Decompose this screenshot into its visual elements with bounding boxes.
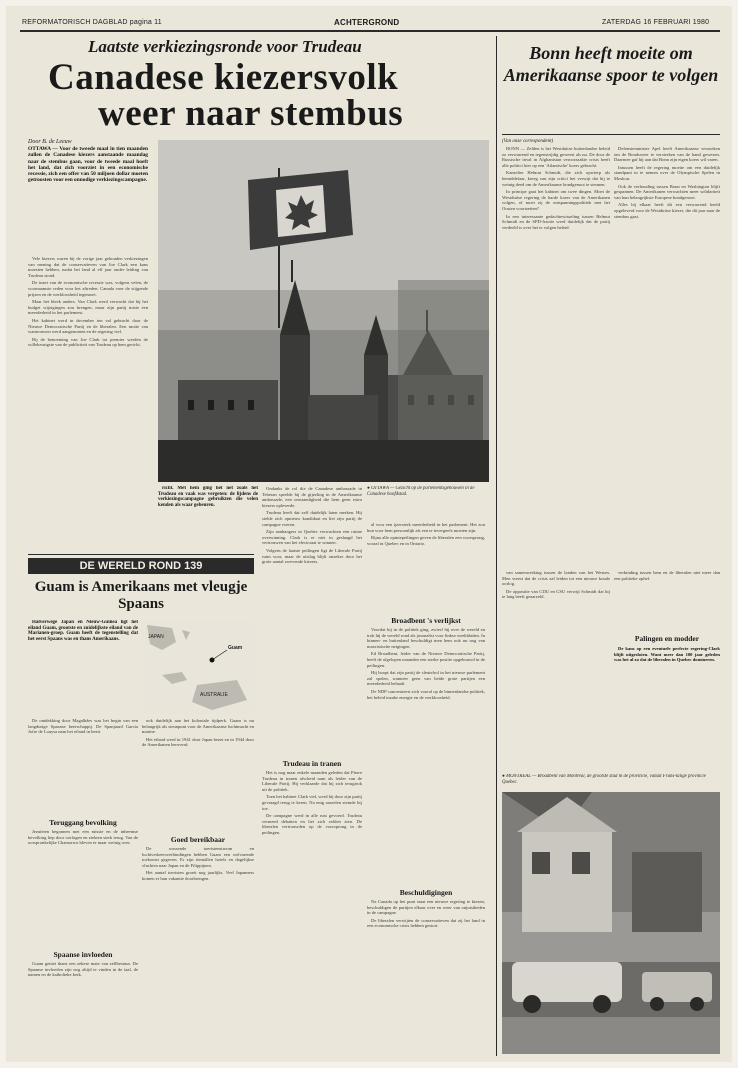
map-label-australia: AUSTRALIE <box>200 692 228 698</box>
bonn-col-1-text: BONN — Zelden is het Westduitse buitenlandse beleid zo verwarrend en tegenstrijdig geweest als nu. De door de Russische inval in Afghanistan veroorzaakte crisis heeft alle politici hier op een 'Atlantische' koers gebracht. Kanselier Helmut Schmidt, die zich opwierp als bemiddelaar, kreeg van zijn critici het verwijt dat hij te weinig deed om de Amerikaanse bondgenoot te steunen. In principe gaat het kabinet om twee dingen. Moet de Westduitse regering de harde koers van de Amerikanen volgen, of moet zij de ontspanningspolitiek met het Oosten voortzetten? In een interessante gedachtewisseling tussen Helmut Schmidt en de SPD-fractie werd duidelijk dat de partij verdeeld is over het te volgen beleid. <box>502 146 610 230</box>
main-col-2-text: Ondanks de rol die de Canadese ambassade in Teheran speelde bij de gijzeling in de Amerikaanse ambassade, een omstandigheid die hem geen extra kiezers opleverde. Trudeau heeft dat zelf duidelijk laten merken. Hij stelde zich opnieuw kandidaat en liet zijn partij de campagne voeren. Zijn aanhangers in Quebec verwachten een ruime overwinning. Clark is er niet in geslaagd het vertrouwen van het electoraat te winnen. Volgens de laatste peilingen ligt de Liberale Partij ruim voor, maar de uitslag blijft onzeker door het grote aantal zwevende kiezers. <box>262 486 362 565</box>
main-headline-1: Canadese kiezersvolk <box>48 57 399 98</box>
guam-col-1b-text: Jezuïeten begonnen met een missie en de inheemse bevolking liep door oorlogen en ziekten sterk terug. Van de oorspronkelijke Chamorros bleven er maar weinig over. <box>28 829 138 846</box>
subhead-broadbent: Broadbent 's verlijkst <box>391 616 461 625</box>
bonn-rule <box>502 134 720 135</box>
montreal-photo <box>502 792 720 1054</box>
bonn-headline: Bonn heeft moeite om Amerikaanse spoor te volgen <box>503 43 719 85</box>
main-col-3b-text: Voordat hij in de politiek ging, zwierf hij over de wereld en trok hij de wereld rond als journalist voor linkse weekbladen. In binnen- en buitenland beschuldigt men hem ook nu nog van marxistische neigingen. Ed Broadbent, leider van de Nieuwe Democratische Partij, heeft de afgelopen maanden een sterke positie opgebouwd in de peilingen. Hij hoopt dat zijn partij de sleutelrol in het nieuwe parlement zal spelen, wanneer geen van beide grote partijen een meerderheid behaalt. De NDP concentreert zich vooral op de binnenlandse politiek, het beleid inzake energie en de werkloosheid. <box>367 627 485 700</box>
bonn-col-4-text: verbinding tussen hem en de liberalen niet meer dan een politieke ophef. <box>614 570 720 581</box>
guam-col-2-text: ook duidelijk aan het koloniale tijdperk. Guam is nu belangrijk als steunpunt voor de Amerikaanse luchtmacht en marine. Het eiland werd in 1941 door Japan bezet en in 1944 door de Amerikanen heroverd. <box>142 718 254 748</box>
guam-col-2b-text: De wassende toeristenstroom en luchtverkeersverbindingen hebben Guam een welvarende toekomst gegeven. Er zijn tientallen hotels en dagelijkse vluchten naar Japan en de Filippijnen. Het aantal toeristen groeit nog jaarlijks. Veel Japanners komen er hun vakantie doorbrengen. <box>142 846 254 881</box>
main-col-1-text: Vele kiezers waren bij de vorige jaar gehouden verkiezingen van mening dat de conservatieven van Joe Clark een kans moesten hebben, nadat het land al elf jaar onder leiding van Trudeau stond. De inzet van de economische recessie was, volgens velen, de voornaamste reden voor het aftreden. Canada voer de stijgende prijzen en de werkloosheid tegemoet. Maar het bleek anders. Van Clark werd verwacht dat hij het budget wijzigingen zou brengen, maar zijn partij miste een meerderheid in het parlement. Het kabinet werd in december ten val gebracht door de Nieuwe Democratische Partij en de liberalen. Een motie van wantrouwen werd aangenomen en de regering viel. Bij de benoeming van Joe Clark tot premier werden de willekeurigste van de publiciteit van Trudeau op hem gericht. <box>28 256 148 348</box>
guam-col-1c-text: Guam geniet thans een zekere mate van zelfbestuur. De Spaanse invloeden zijn nog altijd te vinden in de taal, de namen en de katholieke kerk. <box>28 961 138 978</box>
main-col-2b-text: Het is nog maar enkele maanden geleden dat Pierre Trudeau in tranen afscheid nam als leider van de Liberale Partij. Hij verklaarde dat hij zich terugtrok uit de politiek. Toen het kabinet Clark viel, werd hij door zijn partij gevraagd terug te keren. Na enig aarzelen stemde hij toe. De campagne werd in alle rust gevoerd. Trudeau vermeed debatten en liet zich zelden zien. De liberalen vertrouwden op de voorsprong in de peilingen. <box>262 770 362 835</box>
main-col-3c-text: Na Canada op het punt staat een nieuwe regering te kiezen, beschuldigen de partijen elkaar over en weer van onjuistheden in de campagne. De liberalen verwijten de conservatieven dat zij het land in een economische crisis hebben gestort. <box>367 899 485 1049</box>
guam-lead: Halverwege Japan en Nieuw-Guinea ligt het eiland Guam, grootste en zuidelijkste eiland van de Marianen-groep. Guam heeft de tegenstelling dat het eerst Spaans was en thans Amerikaans. <box>28 620 138 642</box>
map-label-guam: Guam <box>228 645 243 651</box>
header-rule <box>20 30 720 32</box>
map-label-japan: JAPAN <box>148 634 164 640</box>
column-divider <box>496 36 497 1056</box>
guam-map <box>142 620 254 714</box>
photo-caption: ● OTTAWA — Gezicht op de parlementsgebouwen in de Canadese hoofdstad. <box>367 486 475 497</box>
world-box-rule <box>28 554 254 555</box>
paper-name: REFORMATORISCH DAGBLAD pagina 11 <box>22 19 162 26</box>
subhead-bereikbaar: Goed bereikbaar <box>170 835 226 844</box>
subhead-teruggang: Teruggang bevolking <box>49 818 117 827</box>
newspaper-page <box>6 6 732 1062</box>
main-headline-2: weer naar stembus <box>98 93 404 134</box>
bonn-col-2-text: Defensieminister Apel heeft Amerikaanse verzoeken om de Bondsweer te versterken van de hand gewezen. Daarmee gaf hij aan dat Bonn zijn eigen koers wil varen. Intussen heeft de regering moeite om een duidelijk standpunt in te nemen over de Olympische Spelen in Moskou. Ook de verhouding tussen Bonn en Washington blijft gespannen. De Amerikanen verwachten meer solidariteit van hun belangrijkste Europese bondgenoot. Alles bij elkaar heeft dit een verwarrend beeld opgeleverd voor de Westduitse kiezer, die dit jaar naar de stembus gaat. <box>614 146 720 219</box>
main-col-3-text: al voor een ijzersterk meerderheid in het parlement. Het zou hun voor hem persoonlijk als een te tevergeefs moeten zijn. Bijna alle opiniepeilingen geven de liberalen een voorsprong, vooral in Quebec en in Ontario. <box>367 522 485 546</box>
byline: Door B. de Leeuw <box>28 139 72 145</box>
guam-headline: Guam is Amerikaans met vleugje Spaans <box>34 579 248 612</box>
section-name: ACHTERGROND <box>334 18 400 27</box>
guam-col-1-text: De ontdekking door Magalhães was het begin van een langdurige Spaanse heerschappij. De Spanjaard Garcia Jofre de Loaysa nam het eiland in bezit. <box>28 718 138 735</box>
bonn-col-4b-text: De kans op een eventuele perfecte regering-Clark blijft uitgesloten. Want meer dan 100 jaar geleden was het al zo dat de liberalen in Quebec domineren. <box>614 646 720 663</box>
main-kicker: Laatste verkiezingsronde voor Trudeau <box>88 37 362 56</box>
parliament-photo <box>158 140 489 482</box>
page-date: ZATERDAG 16 FEBRUARI 1980 <box>602 19 710 26</box>
subhead-spaanse: Spaanse invloeden <box>53 950 113 959</box>
world-banner: DE WERELD ROND 139 <box>28 558 254 574</box>
subhead-palingen: Palingen en modder <box>634 634 700 643</box>
montreal-caption: ● MONTREAL — Broadbent van Montreal, de grootste stad in de provincie, vanuit Frans-talige provincie Quebec. <box>502 774 706 785</box>
bonn-col-3-text: van samenwerking tussen de landen van het Westen. Men vreest dat de crisis zal leiden tot een nieuwe koude oorlog. De oppositie van CDU en CSU verwijt Schmidt dat hij te lang heeft geaarzeld. <box>502 570 610 600</box>
subhead-trudeau: Trudeau in tranen <box>282 759 342 768</box>
bonn-byline: (Van onze correspondent) <box>502 139 554 144</box>
photo-side-text-1: richt. Met hem ging het net zoals het Trudeau en vaak was vergeten: de lijdens de verkiezingscampagne gebruikten die velen kenden als waar gebeuren. <box>158 486 258 508</box>
lead-paragraph: OTTAWA — Voor de tweede maal in tien maanden zullen de Canadese kiezers aanstaande maandag naar de stembus gaan, voor de tweede maal hoeft het land, dat zich voorziet in een economische recessie, zich een offer van 50 miljoen dollar moeten getroosten voor een onnodige verkiezingscampagne. <box>28 146 148 184</box>
subhead-beschuldigingen: Beschuldigingen <box>367 888 485 897</box>
